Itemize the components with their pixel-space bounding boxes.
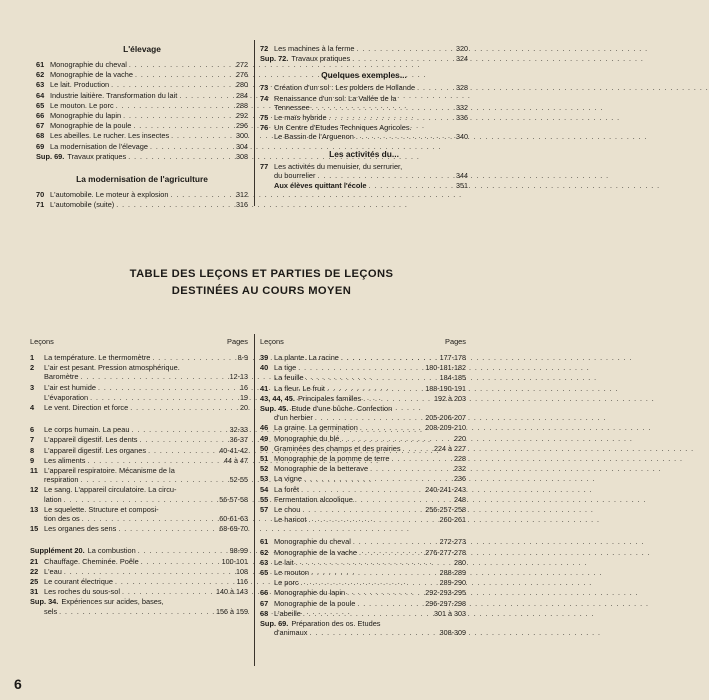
lesson-title: Monographie du blé (274, 433, 340, 443)
toc-entry (30, 353, 248, 363)
toc-entry (260, 363, 466, 373)
toc-entry-continuation (260, 515, 466, 525)
page-ref: 140 à 143 (216, 587, 248, 597)
lesson-number: 61 (36, 60, 45, 69)
lesson-number: 39 (260, 353, 269, 362)
page-ref: 292-293-295 (425, 588, 466, 598)
toc-entry: 74 Renaissance d'un sol. La Vallée de la (260, 93, 397, 103)
page-ref: 236 (454, 474, 466, 484)
lesson-number: 68 (36, 131, 45, 141)
entry-group (260, 537, 466, 638)
lesson-title: La modernisation de l'élevage (50, 141, 148, 151)
lesson-title: Les abeilles. Le rucher. Les insectes (50, 131, 170, 141)
lesson-number: 13 (30, 504, 39, 514)
page-ref: 12-13 (229, 372, 248, 382)
toc-entry (30, 466, 248, 475)
toc-entry (260, 54, 468, 64)
lesson-number: 61 (260, 537, 269, 547)
page-ref: 312 (236, 190, 248, 200)
page-ref: 52-55 (229, 475, 248, 485)
lesson-number: 8 (30, 445, 35, 455)
lesson-number: 65 (260, 568, 269, 578)
toc-entry (260, 464, 466, 474)
toc-entry-continuation (260, 628, 466, 638)
lesson-number: 6 (30, 425, 35, 435)
toc-entry-continuation (260, 413, 466, 423)
lesson-number: 62 (36, 70, 45, 80)
toc-entry (36, 131, 248, 141)
lesson-number: 7 (30, 435, 35, 445)
page-ref: 8-9 (237, 353, 248, 362)
page-ref: 192 à 203 (434, 393, 466, 403)
lesson-number: Sup. 69. (260, 619, 289, 629)
page-title (0, 266, 523, 300)
lesson-title: Le lait (274, 557, 294, 567)
lesson-title: Monographie du lapin (50, 111, 122, 121)
page-ref: 180-181-182 (425, 363, 466, 373)
lesson-title: La forêt (274, 484, 300, 494)
toc-entry (30, 505, 248, 514)
lesson-number: 64 (36, 90, 45, 100)
entry-group (30, 546, 248, 616)
agriculture-entries (36, 190, 248, 210)
page-ref: 188-190-191 (425, 383, 466, 393)
lesson-title: La température. Le thermomètre (44, 353, 151, 362)
page-ref: 220 (454, 433, 466, 443)
toc-entry (36, 70, 248, 80)
lesson-number: 53 (260, 474, 269, 484)
toc-entry (36, 60, 248, 70)
lesson-number: 62 (260, 547, 269, 557)
lesson-number: 52 (260, 464, 269, 474)
toc-entry (36, 80, 248, 90)
page-ref: 256-257-258 (425, 505, 466, 515)
lessons-right-column (260, 337, 466, 638)
lesson-number: Sup. 45. (260, 404, 289, 414)
lesson-title: d'animaux (274, 628, 308, 638)
lesson-title: Monographie de la poule (50, 121, 132, 131)
column-header (260, 337, 466, 347)
lesson-title: Principales familles (297, 393, 362, 403)
lesson-number: 68 (260, 608, 269, 618)
toc-entry-continuation (30, 514, 248, 524)
lesson-title: Fermentation alcoolique (274, 494, 353, 504)
page-ref: 316 (236, 200, 248, 210)
lesson-number: 67 (260, 598, 269, 608)
lesson-title: Les aliments (44, 455, 86, 465)
lesson-title: Monographie de la pomme de terre (274, 454, 390, 464)
lesson-title: L'appareil digestif. Les dents (44, 435, 138, 445)
toc-entry (30, 597, 248, 606)
toc-entry (260, 353, 466, 363)
toc-entry (260, 394, 466, 404)
section-heading-agriculture: La modernisation de l'agriculture (76, 174, 208, 185)
page-ref: 68-69-70 (219, 524, 248, 534)
lesson-number: 71 (36, 200, 45, 210)
header-lecons: Leçons (30, 337, 54, 346)
lesson-number: Supplément 20. (30, 546, 85, 556)
lesson-title: L'abeille (274, 608, 301, 618)
header-pages: Pages (445, 337, 466, 346)
lesson-title: Le vent. Direction et force (44, 403, 129, 413)
lesson-number: 46 (260, 423, 269, 433)
lesson-number: 22 (30, 566, 39, 576)
section-heading-activites: Les activités du... (329, 148, 399, 159)
toc-entry (260, 485, 466, 495)
toc-entry (36, 200, 248, 210)
lesson-title: Monographie du cheval (50, 60, 127, 69)
lesson-number: 40 (260, 363, 269, 373)
lesson-title: L'appareil respiratoire. Mécanisme de la (44, 466, 175, 476)
lesson-number: 63 (260, 557, 269, 567)
page-ref: 60-61-63 (219, 514, 248, 524)
toc-entry (30, 383, 248, 393)
toc-entry (36, 142, 248, 152)
page-ref: 228 (454, 454, 466, 464)
top-left-column (36, 44, 248, 210)
page-ref: 32-33 (229, 425, 248, 435)
toc-entry (260, 619, 466, 628)
page-ref: 276-277-278 (425, 547, 466, 557)
toc-entry-continuation (30, 475, 248, 485)
lesson-title: Monographie de la vache (274, 547, 357, 557)
page-ref: 288 (236, 100, 248, 110)
lesson-number: 31 (30, 587, 39, 597)
lesson-title: L'automobile (suite) (50, 200, 115, 210)
lesson-title: Le lait. Production (50, 80, 110, 90)
lesson-number: 41 (260, 383, 269, 393)
toc-entry-continuation: du bourrelier . . . 344 (260, 171, 468, 181)
lesson-number: 72 (260, 44, 269, 53)
page-ref: 260-261 (439, 515, 466, 525)
lesson-title: Etude d'une bûche. Confection (291, 404, 393, 414)
toc-entry: 76 Un Centre d'Etudes Techniques Agricoles. (260, 123, 412, 133)
page-ref: 248 (454, 494, 466, 504)
lesson-title: Expériences sur acides, bases, (61, 597, 164, 607)
page-ref: 308 (236, 151, 248, 161)
lesson-title: Monographie du lapin (274, 588, 346, 598)
lesson-number: 2 (30, 363, 35, 373)
toc-entry (260, 495, 466, 505)
entry-group (30, 353, 248, 413)
lesson-title: respiration (44, 475, 79, 485)
toc-entry (260, 384, 466, 394)
lesson-title: La tige (274, 363, 297, 373)
lesson-title: La plante. La racine (274, 353, 339, 362)
toc-entry (36, 111, 248, 121)
toc-entry (30, 363, 248, 372)
lesson-title: L'air est humide (44, 382, 96, 392)
toc-entry-continuation: Tennessee . . . 332 (260, 103, 468, 113)
toc-entry (30, 567, 248, 577)
toc-entry: 77 Les activités du menuisier, du serrurier, (260, 161, 403, 171)
toc-entry (36, 152, 248, 162)
page-ref: 19 (240, 392, 248, 402)
toc-entry (30, 557, 248, 567)
section-heading-exemples: Quelques exemples... (321, 70, 407, 81)
toc-entry (30, 446, 248, 456)
top-column-divider (254, 40, 255, 206)
page-ref: 20 (240, 403, 248, 413)
toc-entry (260, 474, 466, 484)
elevage-entries (36, 60, 248, 162)
page-number: 6 (14, 676, 22, 692)
toc-entry (30, 546, 248, 556)
page-ref: 292 (236, 111, 248, 121)
top-right-column (260, 44, 468, 191)
toc-entry (30, 524, 248, 534)
toc-entry (260, 444, 466, 454)
lesson-number: Sup. 69. (36, 151, 65, 161)
lesson-title: Le haricot (274, 515, 307, 525)
toc-entry-continuation (30, 495, 248, 505)
lesson-title: d'un herbier (274, 413, 313, 423)
toc-entry (260, 609, 466, 619)
lesson-number: 54 (260, 484, 269, 494)
toc-entry-continuation (30, 393, 248, 403)
lesson-number: 15 (30, 524, 39, 534)
toc-entry (260, 404, 466, 413)
lesson-number: 49 (260, 433, 269, 443)
lesson-title: L'évaporation (44, 392, 89, 402)
toc-entry (30, 577, 248, 587)
page-ref: 272-273 (439, 537, 466, 547)
toc-entry (260, 454, 466, 464)
toc-entry (30, 435, 248, 445)
lower-column-divider (254, 334, 255, 666)
toc-entry: 73 Création d'un sol : Les polders de Hollande . . . 328 (260, 83, 468, 93)
lesson-title: lation (44, 494, 62, 504)
lesson-number: 43, 44, 45. (260, 393, 295, 403)
lesson-title: Monographie de la vache (50, 70, 133, 80)
toc-entry (36, 91, 248, 101)
page-ref: 300 (236, 131, 248, 141)
header-lecons: Leçons (260, 337, 284, 346)
page-ref: 296 (236, 121, 248, 131)
page-ref: 272 (236, 60, 248, 69)
title-line-1: TABLE DES LEÇONS ET PARTIES DE LEÇONS (129, 268, 394, 280)
page-ref: 232 (454, 464, 466, 474)
toc-entry (260, 44, 468, 54)
header-pages: Pages (227, 337, 248, 346)
title-line-2: DESTINÉES AU COURS MOYEN (171, 285, 352, 297)
page-ref: 320 (456, 44, 468, 53)
toc-entry (260, 548, 466, 558)
lesson-title: Le mouton. Le porc (50, 100, 114, 110)
lesson-title: L'automobile. Le moteur à explosion (50, 190, 169, 200)
lesson-number: 50 (260, 443, 269, 453)
page-ref: 40-41-42 (219, 445, 248, 455)
toc-entry (36, 190, 248, 200)
lesson-title: L'air est pesant. Pression atmosphérique. (44, 363, 180, 373)
lesson-number: 21 (30, 556, 39, 566)
toc-entry (260, 505, 466, 515)
lesson-number: 70 (36, 190, 45, 200)
toc-entry (260, 588, 466, 598)
lesson-title: Le porc (274, 578, 299, 588)
toc-entry (30, 587, 248, 597)
lesson-title: L'appareil digestif. Les organes (44, 445, 147, 455)
lesson-number: 3 (30, 382, 35, 392)
lesson-title: La feuille (274, 373, 304, 383)
page-ref: 100-101 (221, 556, 248, 566)
lesson-title: tion des os (44, 514, 80, 524)
lesson-title: Le mouton (274, 568, 309, 578)
toc-entry-continuation (260, 373, 466, 383)
lesson-title: Travaux pratiques (291, 54, 351, 64)
lesson-number: Sup. 34. (30, 597, 59, 607)
toc-entry (260, 537, 466, 547)
lesson-number: 25 (30, 577, 39, 587)
column-header (30, 337, 248, 347)
lesson-title: Préparation des os. Etudes (291, 619, 381, 629)
page-ref: 56-57-58 (219, 494, 248, 504)
lesson-title: Monographie de la poule (274, 598, 356, 608)
toc-entry (260, 558, 466, 568)
lesson-title: Monographie du cheval (274, 537, 351, 547)
lesson-title: La fleur. Le fruit (274, 383, 325, 393)
lessons-left-column (30, 337, 248, 617)
page-ref: 36-37 (229, 435, 248, 445)
lesson-number: 55 (260, 494, 269, 504)
lesson-title: Travaux pratiques (67, 151, 127, 161)
lesson-title: Les machines à la ferme (274, 44, 355, 53)
page-ref: 205-206-207 (425, 413, 466, 423)
toc-entry (260, 568, 466, 578)
toc-entry: 75 Le maïs hybride . . . 336 (260, 113, 468, 123)
toc-entry (36, 101, 248, 111)
page-ref: 184-185 (439, 373, 466, 383)
lesson-title: Baromètre (44, 372, 79, 382)
lesson-title: Industrie laitière. Transformation du lait (50, 90, 178, 100)
lesson-title: Graminées des champs et des prairies (274, 443, 401, 453)
toc-entry-continuation (30, 607, 248, 617)
page-ref: 304 (236, 141, 248, 151)
toc-entry (36, 121, 248, 131)
entry-group (260, 353, 466, 525)
toc-entry (260, 599, 466, 609)
page-ref: 324 (456, 54, 468, 64)
page-ref: 284 (236, 90, 248, 100)
page-ref: 156 à 159 (216, 606, 248, 616)
toc-entry (260, 423, 466, 433)
lesson-number: Sup. 72. (260, 54, 289, 64)
toc-entry-continuation (30, 372, 248, 382)
lesson-title: Les organes des sens (44, 524, 117, 534)
lesson-title: La vigne (274, 474, 302, 484)
toc-entry-continuation: Le Bassin de l'Arguenon . . . 340 (260, 132, 468, 142)
page-ref: 208-209-210 (425, 423, 466, 433)
page-ref: 108 (236, 566, 248, 576)
page-ref: 98-99 (229, 546, 248, 556)
lesson-title: Le courant électrique (44, 577, 114, 587)
lesson-number: 66 (36, 111, 45, 121)
entry-group (30, 425, 248, 534)
lesson-number: 1 (30, 353, 35, 362)
toc-entry (30, 425, 248, 435)
page-ref: 177-178 (439, 353, 466, 362)
page-ref: 276 (236, 70, 248, 80)
toc-entry (30, 456, 248, 466)
lesson-number: 11 (30, 466, 38, 476)
lesson-number: 63 (36, 80, 45, 90)
machines-entries (260, 44, 468, 64)
page-ref: 240-241-243 (425, 484, 466, 494)
page-ref: 224 à 227 (434, 443, 466, 453)
lesson-number: 66 (260, 588, 269, 598)
page-ref: 116 (236, 577, 248, 587)
lesson-number: 69 (36, 141, 45, 151)
page-ref: 16 (240, 382, 248, 392)
lesson-number: 65 (36, 100, 45, 110)
page-ref: 280 (454, 557, 466, 567)
lesson-title: L'eau (44, 566, 62, 576)
page-ref: 280 (236, 80, 248, 90)
toc-entry-continuation (260, 578, 466, 588)
lesson-number: 67 (36, 121, 45, 131)
lesson-title: sels (44, 606, 58, 616)
page-ref: 301 à 303 (434, 608, 466, 618)
toc-entry (30, 403, 248, 413)
toc-entry (30, 485, 248, 494)
lesson-number: 12 (30, 485, 39, 495)
lesson-title: Chauffage. Cheminée. Poêle (44, 556, 139, 566)
lesson-number: 57 (260, 505, 269, 515)
page-ref: 289-290 (439, 578, 466, 588)
lesson-number: 9 (30, 455, 35, 465)
section-heading-elevage: L'élevage (123, 44, 161, 54)
lesson-title: Le corps humain. La peau (44, 425, 130, 435)
lesson-number: 51 (260, 454, 269, 464)
toc-entry-final: Aux élèves quittant l'école . . . 351 (260, 181, 468, 191)
lesson-title: Le sang. L'appareil circulatoire. La circu- (44, 485, 177, 495)
page-ref: 288-289 (439, 568, 466, 578)
lesson-title: Le chou (274, 505, 301, 515)
lesson-title: Les roches du sous-sol (44, 587, 120, 597)
toc-entry (260, 434, 466, 444)
lesson-title: Le squelette. Structure et composi- (44, 504, 159, 514)
page-ref: 44 à 47 (224, 455, 248, 465)
lesson-title: La graine. La germination (274, 423, 358, 433)
page-ref: 296-297-298 (425, 598, 466, 608)
lesson-title: La combustion (87, 546, 136, 556)
lesson-title: Monographie de la betterave (274, 464, 369, 474)
page-ref: 308-309 (439, 628, 466, 638)
lesson-number: 4 (30, 403, 35, 413)
